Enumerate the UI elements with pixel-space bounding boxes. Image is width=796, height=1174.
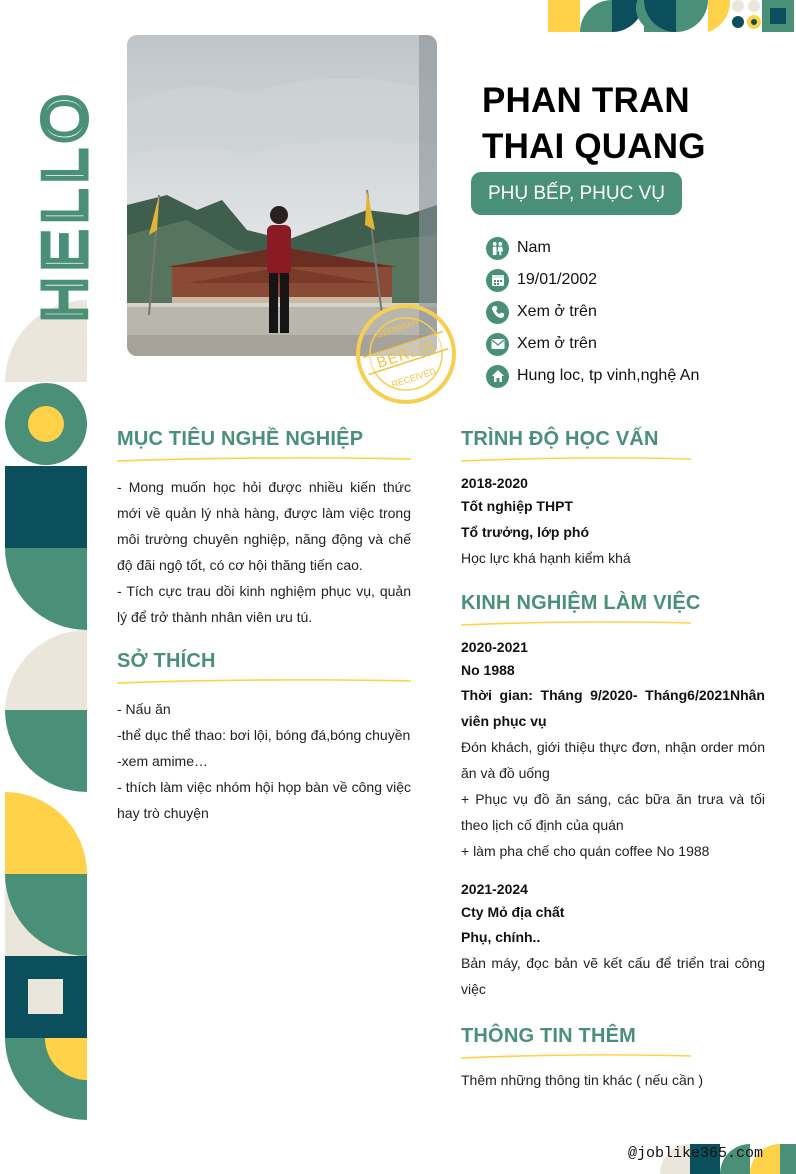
education-title: TRÌNH ĐỘ HỌC VẤN [461, 428, 659, 450]
job-role: Phụ, chính.. [461, 929, 541, 945]
home-icon [486, 365, 509, 388]
gender-icon [486, 237, 509, 260]
job-detail: + Phục vụ đồ ăn sáng, các bữa ăn trưa và tối theo lịch cố định của quán [461, 791, 765, 833]
hello-text: HELLO [31, 88, 100, 322]
objective-section [117, 428, 411, 630]
job-company: No 1988 [461, 662, 515, 678]
top-decoration [548, 0, 796, 32]
job-entry [461, 636, 765, 864]
experience-title: KINH NGHIỆM LÀM VIỆC [461, 592, 701, 614]
info-row-gender [486, 232, 786, 264]
phone-text: Xem ở trên [517, 303, 597, 320]
stamp-top-text: GERMANY [374, 316, 421, 341]
info-row-email [486, 328, 786, 360]
stamp-bottom-text: RECEIVED [390, 365, 438, 390]
experience-section [461, 592, 765, 1002]
birthday-text: 19/01/2002 [517, 271, 598, 288]
education-school: Tốt nghiệp THPT [461, 498, 573, 514]
candidate-name [482, 78, 782, 170]
site-watermark: @joblike365.com [628, 1145, 764, 1162]
gender-text: Nam [517, 239, 551, 256]
name-line-1: PHAN TRAN [482, 81, 690, 120]
calendar-icon [486, 269, 509, 292]
info-row-address [486, 360, 786, 392]
job-detail: Bản máy, đọc bản vẽ kết cấu để triển trai công việc [461, 955, 765, 997]
job-detail: Đón khách, giới thiệu thực đơn, nhận order món ăn và đồ uống [461, 739, 765, 781]
contact-info [486, 232, 786, 392]
name-line-2: THAI QUANG [482, 127, 706, 166]
hobbies-title: SỞ THÍCH [117, 650, 216, 672]
job-years: 2021-2024 [461, 881, 528, 897]
berlin-stamp [352, 300, 460, 408]
info-row-phone [486, 296, 786, 328]
education-position: Tổ trưởng, lớp phó [461, 524, 590, 540]
job-company: Cty Mỏ địa chất [461, 904, 565, 920]
objective-paragraph-1: - Mong muốn học hỏi được nhiều kiến thức mới về quản lý nhà hàng, được làm việc trong môi trường chuyên nghiệp, năng động và chế độ đãi ngộ tốt, có cơ hội thăng tiến cao. [117, 479, 411, 573]
info-row-birthday [486, 264, 786, 296]
hobby-item: -xem amime… [117, 753, 209, 769]
extra-section [461, 1025, 765, 1093]
hobby-item: - Nấu ăn [117, 701, 171, 717]
education-detail: Học lực khá hạnh kiểm khá [461, 550, 631, 566]
objective-paragraph-2: - Tích cực trau dồi kinh nghiệm phục vụ, quản lý để trở thành nhân viên ưu tú. [117, 583, 411, 625]
hobbies-section [117, 650, 411, 826]
hobby-item: -thể dục thể thao: bơi lội, bóng đá,bóng chuyền [117, 727, 411, 743]
extra-title: THÔNG TIN THÊM [461, 1025, 637, 1047]
job-role: Thời gian: Tháng 9/2020- Tháng6/2021Nhân viên phục vụ [461, 687, 765, 729]
job-entry [461, 878, 765, 1002]
email-text: Xem ở trên [517, 335, 597, 352]
extra-text: Thêm những thông tin khác ( nếu cần ) [461, 1072, 704, 1088]
hobby-item: - thích làm việc nhóm hội họp bàn về công việc hay trò chuyện [117, 779, 411, 821]
education-years: 2018-2020 [461, 475, 528, 491]
phone-icon [486, 301, 509, 324]
left-decoration [0, 300, 90, 1120]
mail-icon [486, 333, 509, 356]
hello-vertical-text [14, 50, 104, 330]
stamp-middle-text: BERLIN [374, 337, 438, 372]
objective-title: MỤC TIÊU NGHỀ NGHIỆP [117, 428, 364, 450]
job-years: 2020-2021 [461, 639, 528, 655]
education-section [461, 428, 765, 571]
address-text: Hung loc, tp vinh,nghệ An [517, 367, 700, 384]
job-detail: + làm pha chế cho quán coffee No 1988 [461, 843, 710, 859]
role-badge: PHỤ BẾP, PHỤC VỤ [471, 172, 682, 215]
